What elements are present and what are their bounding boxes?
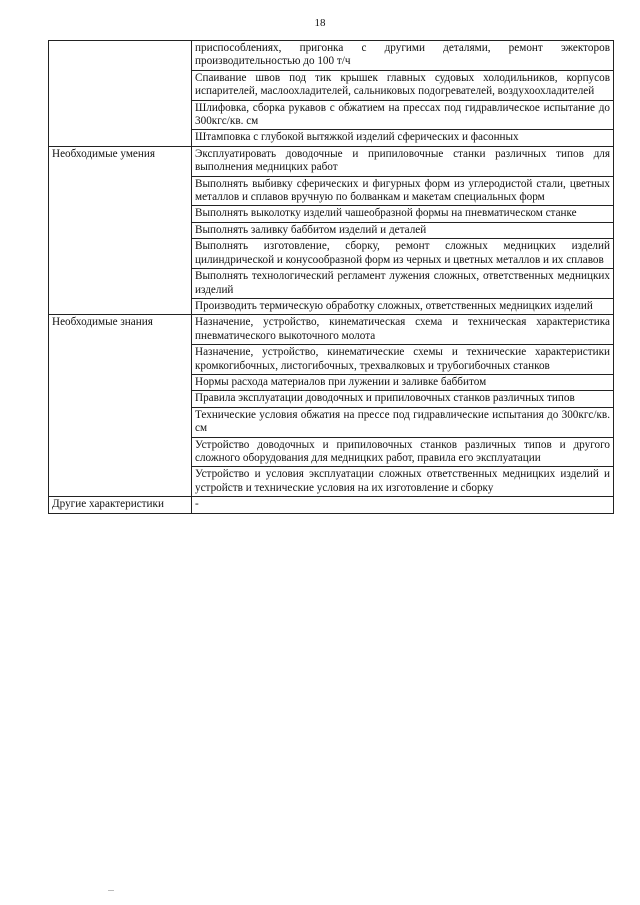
table-cell-text: Правила эксплуатации доводочных и припиловочных станков различных типов bbox=[192, 391, 614, 407]
qualification-table bbox=[48, 40, 614, 514]
table-row bbox=[49, 315, 614, 345]
scan-artifact bbox=[108, 890, 114, 891]
page-number: 18 bbox=[314, 17, 326, 29]
table-cell-text: Выполнять изготовление, сборку, ремонт сложных медницких изделий цилиндрической и конусообразной форм из черных и цветных металлов и их сплавов bbox=[192, 239, 614, 269]
table-row bbox=[49, 41, 614, 71]
table-cell-text: Назначение, устройство, кинематическая схема и техническая характеристика пневматического выкоточного молота bbox=[192, 315, 614, 345]
table-cell-text: Выполнять выколотку изделий чашеобразной формы на пневматическом станке bbox=[192, 206, 614, 222]
table-body bbox=[49, 41, 614, 514]
table-row bbox=[49, 146, 614, 176]
table-cell-text: Спаивание швов под тик крышек главных судовых холодильников, корпусов испарителей, маслоохладителей, сальниковых подогревателей, воздухоохладителей bbox=[192, 70, 614, 100]
table-cell-text: Устройство и условия эксплуатации сложных ответственных медницких изделий и устройств и технические условия на их изготовление и сборку bbox=[192, 467, 614, 497]
table-cell-text: Устройство доводочных и припиловочных станков различных типов и другого сложного оборудования для медницких работ, правила его эксплуатации bbox=[192, 437, 614, 467]
table-cell-text: Штамповка с глубокой вытяжкой изделий сферических и фасонных bbox=[192, 130, 614, 146]
table-cell-text: Назначение, устройство, кинематические схемы и технические характеристики кромкогибочных, листогибочных, трехвалковых и трубогибочных станков bbox=[192, 345, 614, 375]
table-cell-text: приспособлениях, пригонка с другими деталями, ремонт эжекторов производительностью до 100 т/ч bbox=[192, 41, 614, 71]
row-group-label: Другие характеристики bbox=[49, 497, 192, 513]
table-cell-text: Выполнять выбивку сферических и фигурных форм из углеродистой стали, цветных металлов и сплавов вручную по болванкам и макетам специальных форм bbox=[192, 176, 614, 206]
table-cell-text: Производить термическую обработку сложных, ответственных медницких изделий bbox=[192, 298, 614, 314]
table-cell-text: Нормы расхода материалов при лужении и заливке баббитом bbox=[192, 374, 614, 390]
row-group-label: Необходимые умения bbox=[49, 146, 192, 314]
table-cell-text: Выполнять заливку баббитом изделий и деталей bbox=[192, 222, 614, 238]
table-cell-text: Шлифовка, сборка рукавов с обжатием на прессах под гидравлическое испытание до 300кгс/кв. см bbox=[192, 100, 614, 130]
table-cell-text: - bbox=[192, 497, 614, 513]
table-row bbox=[49, 497, 614, 513]
row-group-label bbox=[49, 41, 192, 147]
row-group-label: Необходимые знания bbox=[49, 315, 192, 497]
table-cell-text: Технические условия обжатия на прессе под гидравлические испытания до 300кгс/кв. см bbox=[192, 407, 614, 437]
table-cell-text: Выполнять технологический регламент лужения сложных, ответственных медницких изделий bbox=[192, 269, 614, 299]
table-cell-text: Эксплуатировать доводочные и припиловочные станки различных типов для выполнения медницких работ bbox=[192, 146, 614, 176]
